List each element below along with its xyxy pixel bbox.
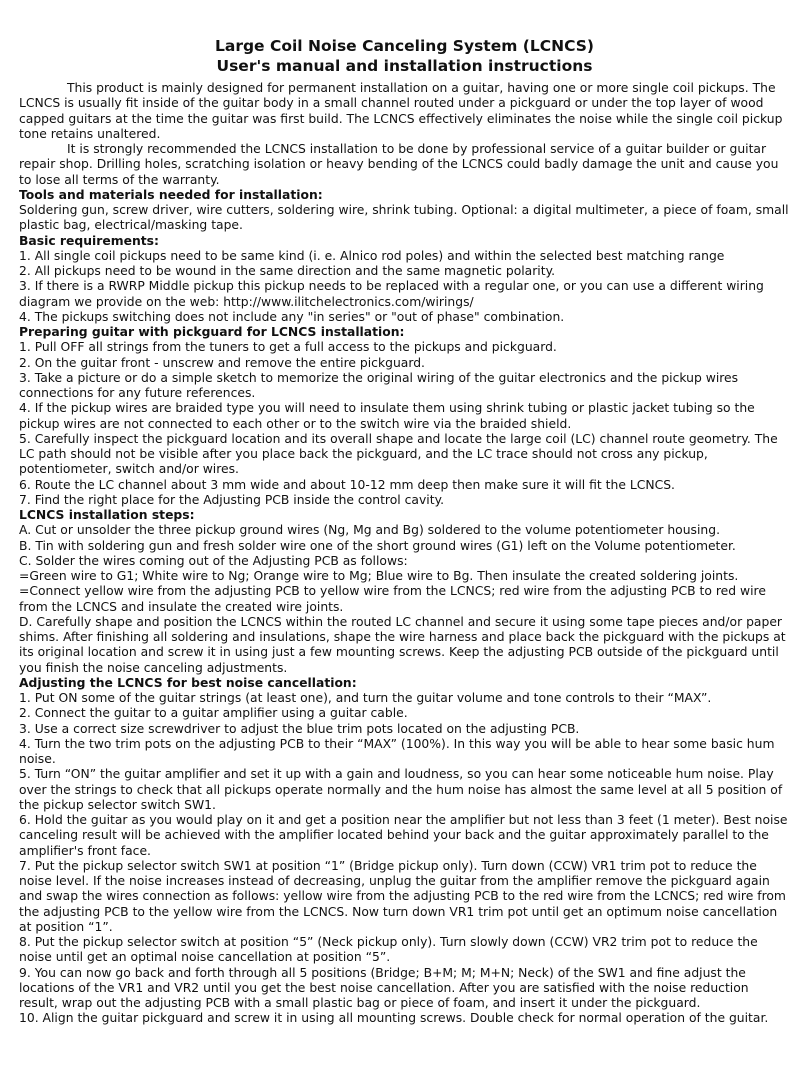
installation-step: =Connect yellow wire from the adjusting PCB to yellow wire from the LCNCS; red wire from the adjusting PCB to red wire from the LCNCS and insulate the created wire joints. (19, 584, 766, 614)
adjusting-step: 2. Connect the guitar to a guitar amplifier using a guitar cable. (19, 706, 408, 721)
manual-body (19, 81, 790, 1027)
preparing-item: 2. On the guitar front - unscrew and remove the entire pickguard. (19, 355, 425, 370)
intro-paragraph-2: It is strongly recommended the LCNCS installation to be done by professional service of a guitar builder or guitar repair shop. Drilling holes, scratching isolation or heavy bending of the LCNCS could badly damage the unit and cause you to lose all terms of the warranty. (19, 142, 779, 187)
installation-heading: LCNCS installation steps: (19, 508, 195, 522)
adjusting-step: 7. Put the pickup selector switch SW1 at position “1” (Bridge pickup only). Turn down (CCW) VR1 trim pot to reduce the noise level. If the noise increases instead of decreasing, unplug the guitar from the amplifier remove the pickguard again and swap the wires connection as follows: yellow wire from the adjusting PCB to the red wire from the LCNCS; red wire from the adjusting PCB to the yellow wire from the LCNCS. Now turn down VR1 trim pot until get an optimum noise cancellation at position “1”. (19, 858, 786, 934)
adjusting-step: 5. Turn “ON” the guitar amplifier and set it up with a gain and loudness, so you can hear some noticeable hum noise. Play over the strings to check that all pickups operate normally and the hum noise has almost the same level at all 5 position of the pickup selector switch SW1. (19, 767, 783, 812)
tools-heading: Tools and materials needed for installation: (19, 187, 323, 202)
preparing-item: 3. Take a picture or do a simple sketch to memorize the original wiring of the guitar electronics and the pickup wires connections for any future references. (19, 370, 739, 400)
preparing-item: 4. If the pickup wires are braided type you will need to insulate them using shrink tubing or plastic jacket tubing so the pickup wires are not connected to each other or to the switch wire via the braided shield. (19, 401, 755, 431)
intro-paragraph-1: This product is mainly designed for permanent installation on a guitar, having one or more single coil pickups. The LCNCS is usually fit inside of the guitar body in a small channel routed under a pickguard or under the top layer of wood capped guitars at the time the guitar was first build. The LCNCS effectively eliminates the noise while the single coil pickup tone retains unaltered. (19, 81, 783, 141)
title-line-1: Large Coil Noise Canceling System (LCNCS) (214, 37, 594, 55)
adjusting-step: 10. Align the guitar pickguard and screw it in using all mounting screws. Double check for normal operation of the guitar. (19, 1011, 769, 1026)
installation-step: D. Carefully shape and position the LCNCS within the routed LC channel and secure it using some tape pieces and/or paper shims. After finishing all soldering and insulations, shape the wire harness and place back the pickguard with the pickups at its original location and screw it in using just a few mounting screws. Keep the adjusting PCB outside of the pickguard until you finish the noise canceling adjustments. (19, 614, 786, 675)
installation-step: A. Cut or unsolder the three pickup ground wires (Ng, Mg and Bg) soldered to the volume potentiometer housing. (19, 523, 720, 538)
installation-step: =Green wire to G1; White wire to Ng; Orange wire to Mg; Blue wire to Bg. Then insulate the created soldering joints. (19, 569, 739, 583)
tools-text: Soldering gun, screw driver, wire cutters, soldering wire, shrink tubing. Optional: a digital multimeter, a piece of foam, small plastic bag, electrical/masking tape. (19, 203, 789, 233)
requirement-item: 4. The pickups switching does not include any "in series" or "out of phase" combination. (19, 309, 565, 324)
preparing-heading: Preparing guitar with pickguard for LCNCS installation: (19, 325, 405, 339)
adjusting-step: 1. Put ON some of the guitar strings (at least one), and turn the guitar volume and tone controls to their “MAX”. (19, 691, 712, 705)
requirement-item: 3. If there is a RWRP Middle pickup this pickup needs to be replaced with a regular one, or you can use a different wiring diagram we provide on the web: http://www.ilitchelectronics.com/wirings/ (19, 279, 764, 309)
preparing-item: 5. Carefully inspect the pickguard location and its overall shape and locate the large coil (LC) channel route geometry. The LC path should not be visible after you place back the pickguard, and the LC trace should not cross any pickup, potentiometer, switch and/or wires. (19, 431, 778, 477)
title-line-2: User's manual and installation instructions (216, 57, 593, 75)
installation-step: B. Tin with soldering gun and fresh solder wire one of the short ground wires (G1) left on the Volume potentiometer. (19, 538, 736, 553)
requirement-item: 1. All single coil pickups need to be same kind (i. e. Alnico rod poles) and within the selected best matching range (19, 248, 725, 263)
adjusting-heading: Adjusting the LCNCS for best noise cancellation: (19, 675, 357, 690)
adjusting-step: 9. You can now go back and forth through all 5 positions (Bridge; B+M; M; M+N; Neck) of the SW1 and fine adjust the locations of the VR1 and VR2 until you get the best noise cancellation. After you are satisfied with the noise reduction result, wrap out the adjusting PCB with a small plastic bag or piece of foam, and insert it under the pickguard. (19, 965, 749, 1010)
preparing-item: 7. Find the right place for the Adjusting PCB inside the control cavity. (19, 492, 445, 507)
preparing-item: 6. Route the LC channel about 3 mm wide and about 10-12 mm deep then make sure it will fit the LCNCS. (19, 477, 675, 492)
adjusting-step: 4. Turn the two trim pots on the adjusting PCB to their “MAX” (100%). In this way you will be able to hear some basic hum noise. (19, 736, 775, 766)
adjusting-step: 6. Hold the guitar as you would play on it and get a position near the amplifier but not less than 3 feet (1 meter). Best noise canceling result will be achieved with the amplifier located behind your back and the guitar approximately parallel to the amplifier's front face. (19, 813, 788, 858)
preparing-item: 1. Pull OFF all strings from the tuners to get a full access to the pickups and pickguard. (19, 340, 557, 355)
requirements-heading: Basic requirements: (19, 233, 159, 248)
requirement-item: 2. All pickups need to be wound in the same direction and the same magnetic polarity. (19, 264, 556, 278)
adjusting-step: 3. Use a correct size screwdriver to adjust the blue trim pots located on the adjusting PCB. (19, 721, 580, 736)
adjusting-step: 8. Put the pickup selector switch at position “5” (Neck pickup only). Turn slowly down (CCW) VR2 trim pot to reduce the noise until get an optimal noise cancellation at position “5”. (19, 935, 758, 965)
document-title (19, 36, 790, 76)
installation-step: C. Solder the wires coming out of the Adjusting PCB as follows: (19, 553, 408, 568)
